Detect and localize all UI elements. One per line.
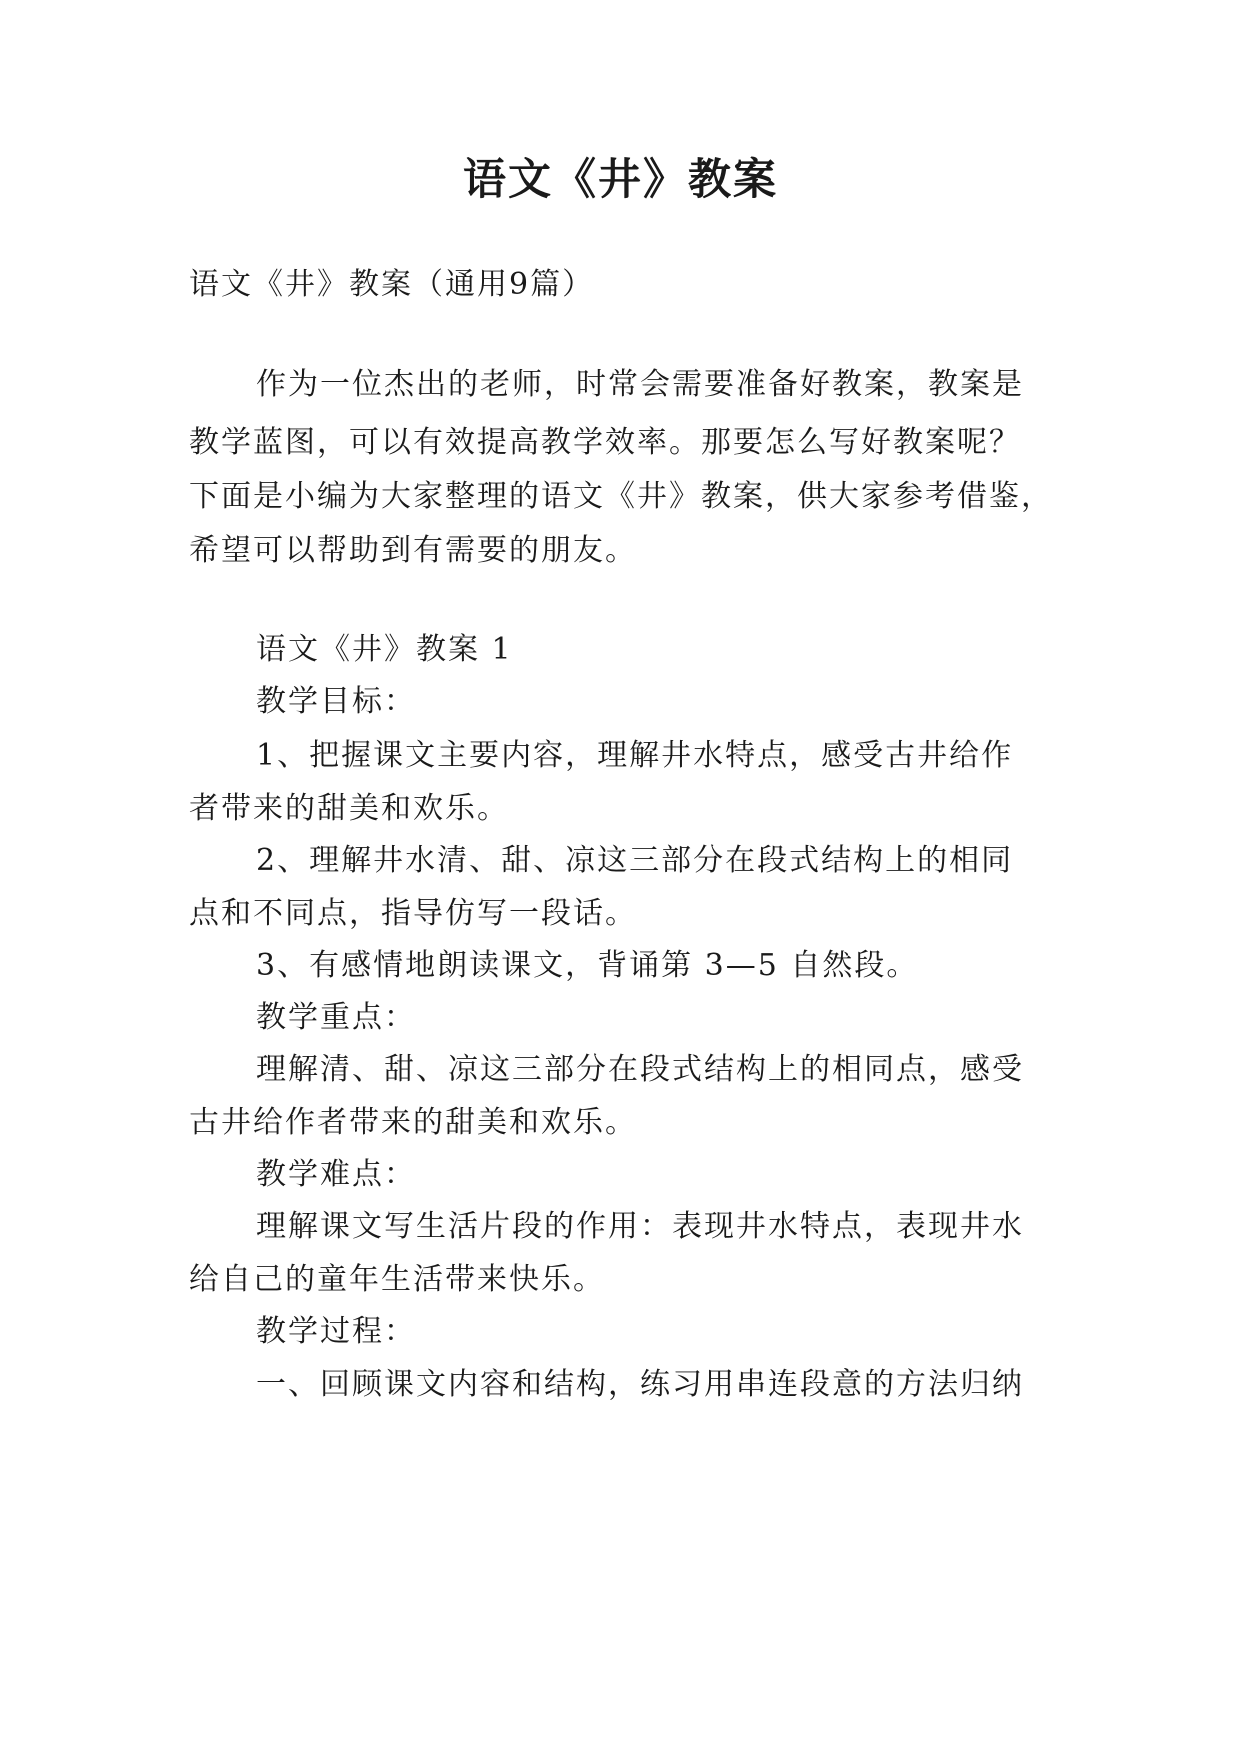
goal-3: 3、有感情地朗读课文，背诵第 3—5 自然段。 bbox=[256, 948, 919, 983]
difficulties-line-2: 给自己的童年生活带来快乐。 bbox=[189, 1262, 605, 1297]
goal-1-line-2: 者带来的甜美和欢乐。 bbox=[189, 791, 509, 826]
process-step-1: 一、回顾课文内容和结构，练习用串连段意的方法归纳 bbox=[256, 1367, 1024, 1402]
goal-2-line-2: 点和不同点，指导仿写一段话。 bbox=[189, 896, 637, 931]
goal-2-line-1: 2、理解井水清、甜、凉这三部分在段式结构上的相同 bbox=[256, 843, 1014, 878]
document-title: 语文《井》教案 bbox=[463, 155, 778, 205]
section-heading: 语文《井》教案 1 bbox=[256, 632, 513, 667]
goals-label: 教学目标： bbox=[256, 684, 416, 719]
difficulties-label: 教学难点： bbox=[256, 1157, 416, 1192]
intro-line-1: 作为一位杰出的老师，时常会需要准备好教案，教案是 bbox=[256, 367, 1024, 402]
key-points-line-1: 理解清、甜、凉这三部分在段式结构上的相同点，感受 bbox=[256, 1052, 1024, 1087]
difficulties-line-1: 理解课文写生活片段的作用：表现井水特点，表现井水 bbox=[256, 1209, 1024, 1244]
key-points-line-2: 古井给作者带来的甜美和欢乐。 bbox=[189, 1105, 637, 1140]
document-subtitle: 语文《井》教案（通用9篇） bbox=[189, 267, 595, 302]
goal-1-line-1: 1、把握课文主要内容，理解井水特点，感受古井给作 bbox=[256, 738, 1014, 773]
intro-line-2: 教学蓝图，可以有效提高教学效率。那要怎么写好教案呢？ bbox=[189, 425, 1021, 460]
key-points-label: 教学重点： bbox=[256, 1000, 416, 1035]
process-label: 教学过程： bbox=[256, 1314, 416, 1349]
intro-line-4: 希望可以帮助到有需要的朋友。 bbox=[189, 533, 637, 568]
intro-line-3: 下面是小编为大家整理的语文《井》教案，供大家参考借鉴， bbox=[189, 479, 1053, 514]
